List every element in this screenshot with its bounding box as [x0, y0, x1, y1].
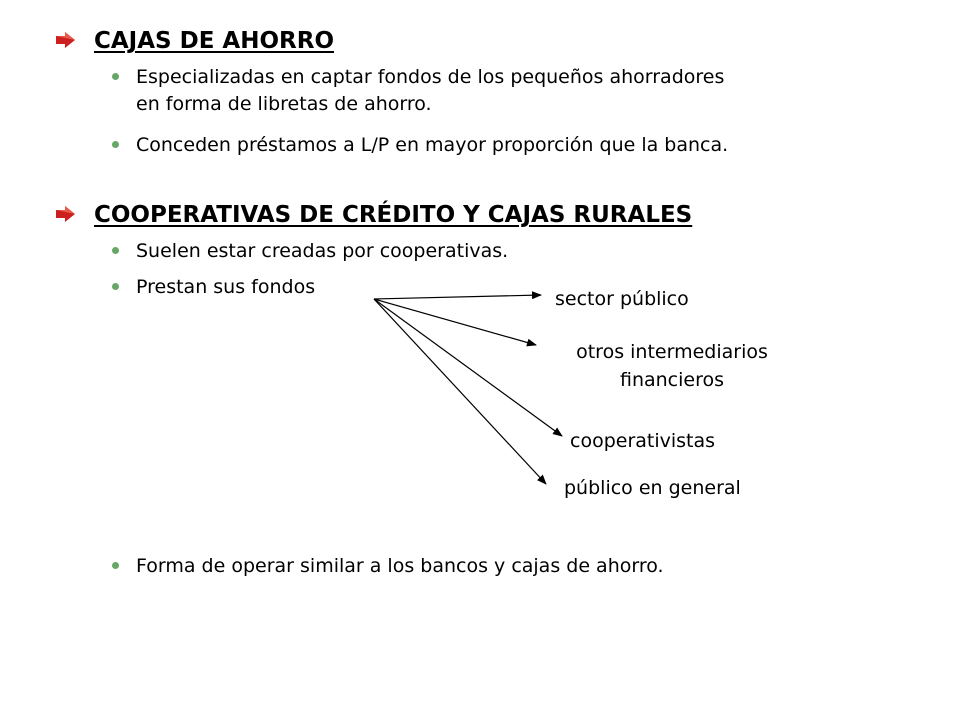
section-title-cooperativas: COOPERATIVAS DE CRÉDITO Y CAJAS RURALES [94, 202, 693, 228]
target-otros-intermediarios: otros intermediarios [576, 341, 768, 363]
bullet-text: Prestan sus fondos [136, 276, 316, 298]
bullet-text: Especializadas en captar fondos de los pequeños ahorradores [136, 66, 725, 88]
target-cooperativistas: cooperativistas [570, 430, 716, 452]
arrow-to-publico-general [374, 299, 546, 484]
green-dot-bullet-icon [112, 562, 119, 569]
section-title-cajas: CAJAS DE AHORRO [94, 28, 334, 54]
bullet-text-continued: en forma de libretas de ahorro. [136, 93, 432, 115]
target-sector-publico: sector público [555, 288, 689, 310]
arrow-to-cooperativistas [374, 299, 562, 436]
bullet-text: Conceden préstamos a L/P en mayor proporción que la banca. [136, 134, 729, 156]
target-publico-general: público en general [564, 477, 741, 499]
bullet-text: Suelen estar creadas por cooperativas. [136, 240, 509, 262]
target-otros-intermediarios-cont: financieros [619, 369, 725, 391]
arrow-to-sector-publico [374, 295, 541, 299]
arrow-to-otros-intermediarios [374, 299, 536, 345]
bullet-text: Forma de operar similar a los bancos y cajas de ahorro. [136, 555, 664, 577]
